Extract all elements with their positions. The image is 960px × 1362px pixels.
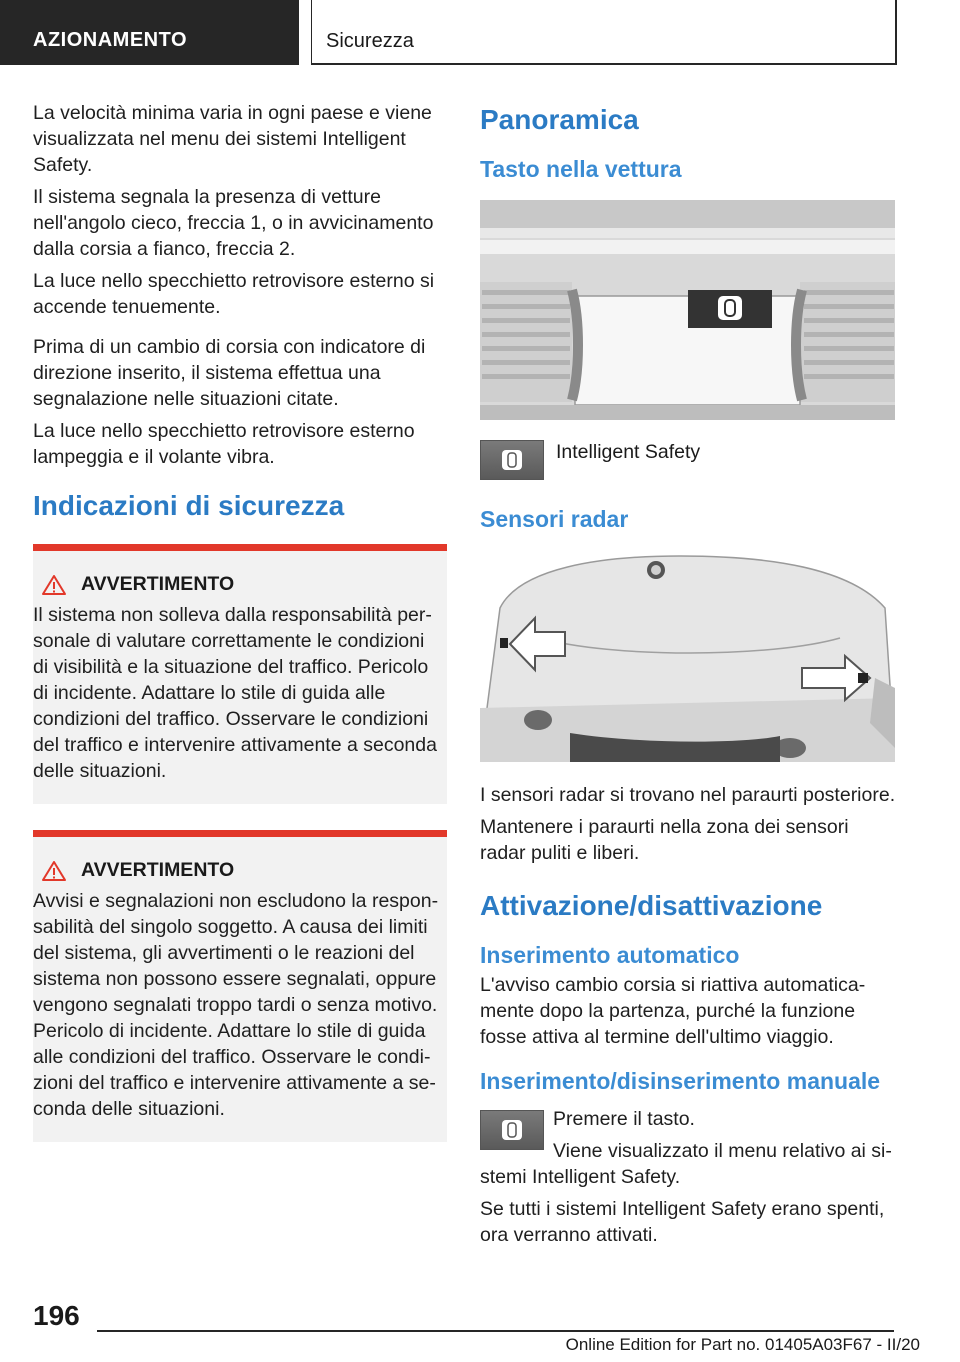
section-tab (0, 0, 299, 65)
paragraph: La luce nello specchietto retrovisore esterno si accende tenuemente. (33, 270, 435, 318)
page-number: 196 (33, 1300, 80, 1331)
intelligent-safety-button-icon (480, 1110, 544, 1150)
dashboard-button-illustration (480, 200, 895, 420)
warning-triangle-icon (41, 574, 67, 596)
warning-box (33, 544, 447, 804)
paragraph: Viene visualizzato il menu relativo ai sistemi Intelligent Safety. (480, 1140, 892, 1188)
warning-triangle-icon (41, 860, 67, 882)
subsection-heading: Sensori radar (480, 506, 629, 532)
edition-note: Online Edition for Part no. 01405A03F67 - II/20 (565, 1335, 920, 1354)
footer-divider (97, 1330, 894, 1332)
paragraph: Prima di un cambio di corsia con indicatore di direzione inserito, il sistema effettua una segnalazione nelle situazioni citate. (33, 336, 426, 410)
subsection-heading: Inserimento/disinserimento manuale (480, 1068, 881, 1094)
warning-title: AVVERTIMENTO (41, 859, 439, 882)
paragraph: L'avviso cambio corsia si riattiva automaticamente dopo la partenza, purché la funzione fosse attiva al termine dell'ultimo viaggio. (480, 974, 866, 1048)
intelligent-safety-button-icon (480, 440, 544, 480)
paragraph: Se tutti i sistemi Intelligent Safety erano spenti, ora verranno attivati. (480, 1198, 885, 1246)
paragraph: La velocità minima varia in ogni paese e viene visualizzata nel menu dei sistemi Intelligent Safety. (33, 102, 432, 176)
topic-title: Sicurezza (326, 30, 414, 52)
warning-title: AVVERTIMENTO (41, 573, 439, 596)
button-legend (480, 440, 896, 480)
paragraph: La luce nello specchietto retrovisore esterno lampeggia e il volante vibra. (33, 420, 415, 468)
subsection-heading: Inserimento automatico (480, 942, 740, 968)
warning-text: Avvisi e segnalazioni non escludono la responsabilità del singolo soggetto. A causa dei limiti del sistema, gli avvertimenti o le reazioni del sistema non possono essere segnalati, oppure vengono segnalati troppo tardi o senza motivo. Pericolo di incidente. Adattare lo stile di guida alle condizioni del traffico. Osservare le condizioni del traffico e intervenire attivamente a seconda delle situazioni. (33, 890, 439, 1120)
subsection-heading: Tasto nella vettura (480, 156, 682, 182)
warning-box (33, 830, 447, 1142)
paragraph: Premere il tasto. (553, 1108, 695, 1130)
section-heading: Panoramica (480, 104, 639, 135)
right-column (480, 100, 896, 1256)
manual-instructions (480, 1106, 896, 1248)
warning-text: Il sistema non solleva dalla responsabilità personale di valutare correttamente le condizioni di visibilità e la situazione del traffico. Pericolo di incidente. Adattare lo stile di guida alle condizioni del traffico. Osservare le condizioni del traffico e intervenire attivamente a seconda delle situazioni. (33, 604, 437, 782)
section-title: AZIONAMENTO (33, 29, 188, 51)
section-heading: Attivazione/disattivazione (480, 890, 823, 921)
left-column (33, 100, 447, 1142)
paragraph: Il sistema segnala la presenza di vetture nell'angolo cieco, freccia 1, o in avvicinamento dalla corsia a fianco, freccia 2. (33, 186, 434, 260)
paragraph: I sensori radar si trovano nel paraurti posteriore. (480, 784, 896, 806)
section-heading: Indicazioni di sicurezza (33, 490, 345, 521)
rear-bumper-radar-illustration (480, 548, 895, 762)
topic-tab (311, 0, 897, 65)
button-label: Intelligent Safety (556, 441, 701, 463)
paragraph: Mantenere i paraurti nella zona dei sensori radar puliti e liberi. (480, 816, 849, 864)
